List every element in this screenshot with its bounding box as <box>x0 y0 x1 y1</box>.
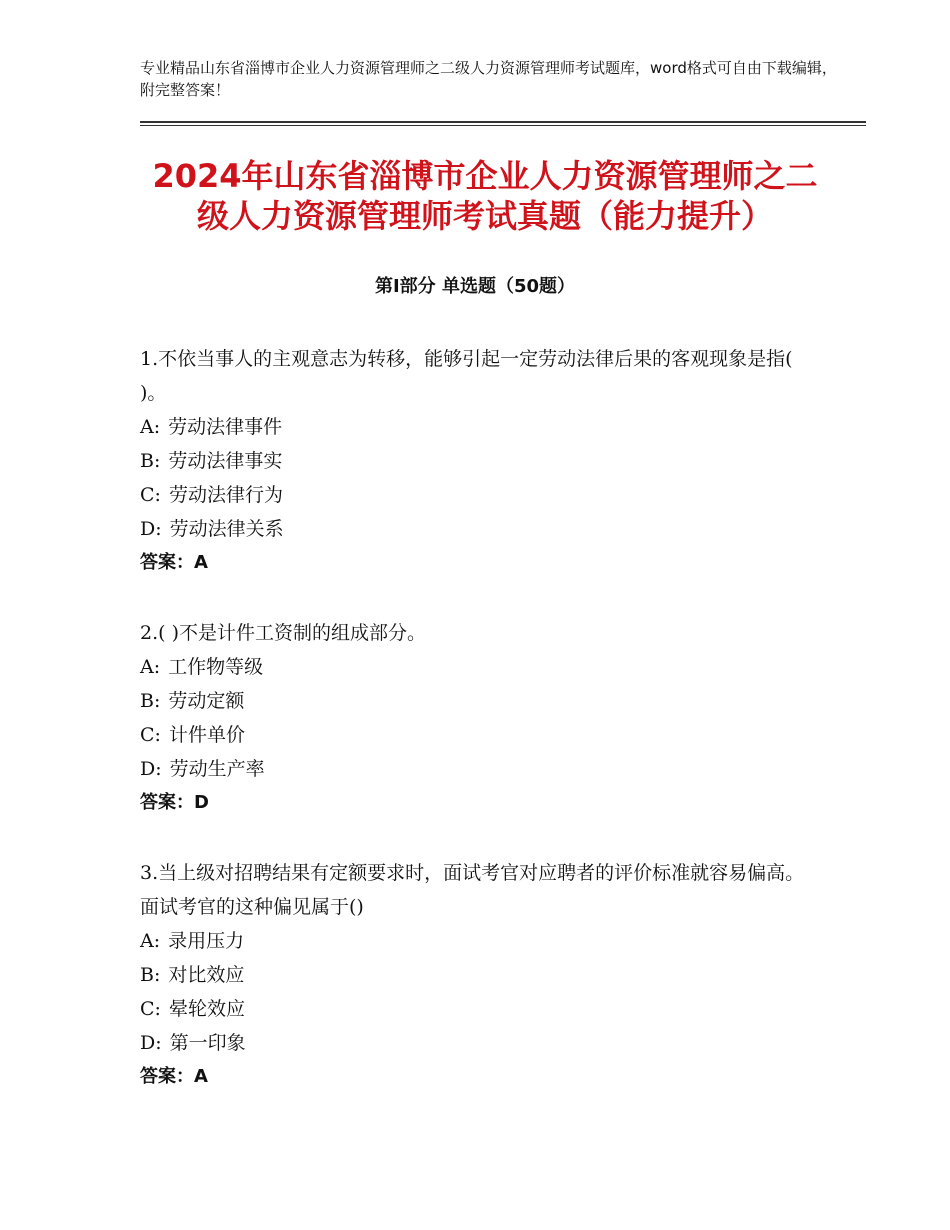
header-rule-thick <box>140 121 866 123</box>
option-c: C: 劳动法律行为 <box>140 484 283 506</box>
answer-line <box>140 786 810 820</box>
option-letter: D <box>140 1032 156 1054</box>
header-rule-thin <box>140 125 866 126</box>
answer-value: D <box>194 792 209 813</box>
answer-label: 答案： <box>140 552 194 573</box>
option-a: A: 工作物等级 <box>140 656 264 678</box>
question-stem: 2.( )不是计件工资制的组成部分。 <box>140 622 426 644</box>
option-text: 对比效应 <box>168 964 245 986</box>
option-text: 劳动法律事件 <box>168 416 283 438</box>
option-text: 计件单价 <box>168 724 245 746</box>
question-2 <box>140 616 810 820</box>
document-title: 2024年山东省淄博市企业人力资源管理师之二级人力资源管理师考试真题（能力提升） <box>152 157 818 235</box>
option-c: C: 晕轮效应 <box>140 998 245 1020</box>
option-letter: B <box>140 964 154 986</box>
answer-value: A <box>194 1066 208 1087</box>
option-a: A: 录用压力 <box>140 930 245 952</box>
option-letter: B <box>140 450 154 472</box>
option-d: D: 第一印象 <box>140 1032 246 1054</box>
option-text: 劳动定额 <box>168 690 245 712</box>
option-letter: C <box>140 484 155 506</box>
option-letter: D <box>140 758 156 780</box>
option-text: 劳动法律行为 <box>168 484 283 506</box>
option-letter: C <box>140 998 155 1020</box>
question-stem: 3.当上级对招聘结果有定额要求时，面试考官对应聘者的评价标准就容易偏高。面试考官的这种偏见属于() <box>140 862 805 918</box>
option-text: 第一印象 <box>169 1032 246 1054</box>
question-stem: 1.不依当事人的主观意志为转移，能够引起一定劳动法律后果的客观现象是指( )。 <box>140 348 793 404</box>
option-letter: A <box>140 656 154 678</box>
answer-label: 答案： <box>140 792 194 813</box>
answer-label: 答案： <box>140 1066 194 1087</box>
option-text: 劳动法律关系 <box>169 518 284 540</box>
option-c: C: 计件单价 <box>140 724 245 746</box>
question-3 <box>140 856 810 1094</box>
option-text: 晕轮效应 <box>168 998 245 1020</box>
answer-line <box>140 1060 810 1094</box>
option-b: B: 劳动法律事实 <box>140 450 283 472</box>
option-letter: A <box>140 416 154 438</box>
option-b: B: 劳动定额 <box>140 690 245 712</box>
option-text: 劳动生产率 <box>169 758 265 780</box>
option-text: 劳动法律事实 <box>168 450 283 472</box>
section-heading: 第Ⅰ部分 单选题（50题） <box>374 276 575 297</box>
question-1 <box>140 342 810 580</box>
option-text: 录用压力 <box>168 930 245 952</box>
option-letter: A <box>140 930 154 952</box>
question-list <box>140 342 810 1130</box>
option-letter: C <box>140 724 155 746</box>
option-letter: D <box>140 518 156 540</box>
header-note: 专业精品山东省淄博市企业人力资源管理师之二级人力资源管理师考试题库，word格式可自由下载编辑，附完整答案！ <box>140 59 837 99</box>
option-letter: B <box>140 690 154 712</box>
answer-value: A <box>194 552 208 573</box>
option-d: D: 劳动法律关系 <box>140 518 284 540</box>
option-a: A: 劳动法律事件 <box>140 416 283 438</box>
option-b: B: 对比效应 <box>140 964 245 986</box>
option-text: 工作物等级 <box>168 656 264 678</box>
answer-line <box>140 546 810 580</box>
option-d: D: 劳动生产率 <box>140 758 265 780</box>
